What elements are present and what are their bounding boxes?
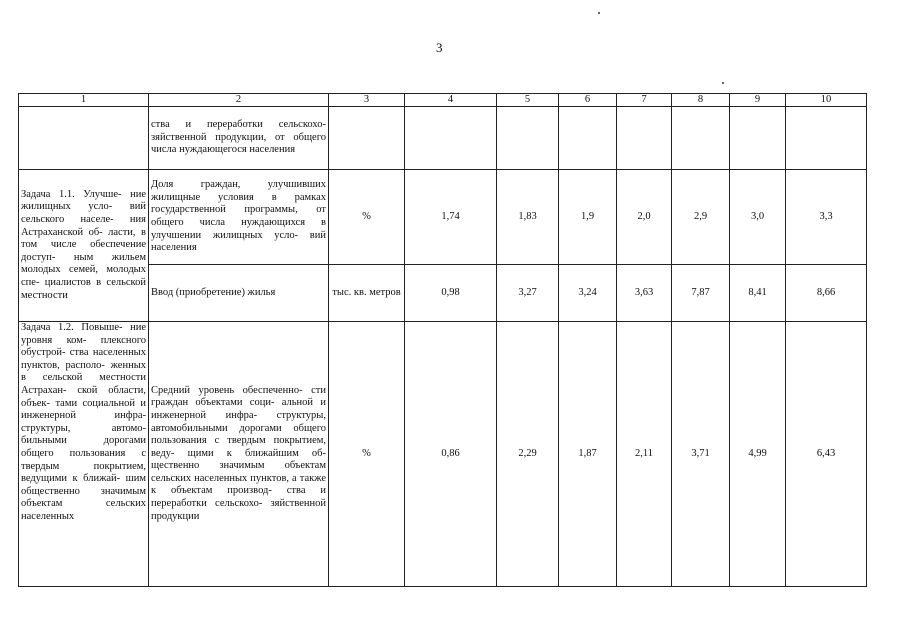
column-header: 8 [672, 94, 730, 107]
column-header-row [19, 94, 867, 107]
indicator-cell: ства и переработки сельскохо- зяйственной продукции, от общего числа нуждающегося населения [149, 107, 329, 170]
value-cell: 7,87 [672, 265, 730, 322]
scan-speck [722, 82, 724, 84]
table-row [19, 170, 867, 265]
value-cell [786, 107, 867, 170]
table-row [19, 322, 867, 587]
value-cell: 1,9 [559, 170, 617, 265]
value-cell [730, 107, 786, 170]
value-cell: 1,74 [405, 170, 497, 265]
value-cell: 3,63 [617, 265, 672, 322]
column-header: 1 [19, 94, 149, 107]
value-cell: 3,0 [730, 170, 786, 265]
indicator-cell: Средний уровень обеспеченно- сти граждан объектами соци- альной и инженерной инфра- структуры, автомобильными дорогами общего пользования с твердым покрытием, веду- щими к ближайшим об- щественно значимым объектам сельских населенных пунктов, а также к объектам производ- ства и переработки сельскохо- зяйственной продукции [149, 322, 329, 587]
indicator-cell: Доля граждан, улучшивших жилищные условия в рамках государственной программы, от общего числа нуждающихся в улучшении жилищных усло- вий населения [149, 170, 329, 265]
value-cell: 8,41 [730, 265, 786, 322]
unit-cell: % [329, 322, 405, 587]
column-header: 3 [329, 94, 405, 107]
column-header: 9 [730, 94, 786, 107]
column-header: 4 [405, 94, 497, 107]
value-cell [497, 107, 559, 170]
value-cell: 2,0 [617, 170, 672, 265]
scan-speck [598, 12, 600, 14]
value-cell: 0,98 [405, 265, 497, 322]
value-cell: 2,29 [497, 322, 559, 587]
task-cell: Задача 1.1. Улучше- ние жилищных усло- вий сельского населе- ния Астраханской об- ласти, в том числе обеспечение доступ- ным жильем молодых семей, молодых спе- циалистов в сельской местности [19, 170, 149, 322]
value-cell: 3,3 [786, 170, 867, 265]
value-cell: 3,71 [672, 322, 730, 587]
column-header: 10 [786, 94, 867, 107]
task-cell [19, 107, 149, 170]
table-row [19, 107, 867, 170]
unit-cell [329, 107, 405, 170]
value-cell: 1,87 [559, 322, 617, 587]
value-cell: 1,83 [497, 170, 559, 265]
page-number: 3 [436, 40, 443, 55]
unit-cell: тыс. кв. метров [329, 265, 405, 322]
unit-cell: % [329, 170, 405, 265]
column-header: 5 [497, 94, 559, 107]
value-cell: 0,86 [405, 322, 497, 587]
value-cell: 4,99 [730, 322, 786, 587]
indicator-cell: Ввод (приобретение) жилья [149, 265, 329, 322]
task-cell: Задача 1.2. Повыше- ние уровня ком- плексного обустрой- ства населенных пунктов, располо- женных в сельской местности Астрахан- ской области, объек- тами социальной и инженерной инфра- структуры, автомо- бильными дорогами общего пользования с твердым покрытием, ведущими к ближай- шим общественно значимым объектам сельских населенных [19, 322, 149, 587]
value-cell: 3,24 [559, 265, 617, 322]
value-cell [559, 107, 617, 170]
value-cell: 6,43 [786, 322, 867, 587]
value-cell: 2,9 [672, 170, 730, 265]
value-cell: 2,11 [617, 322, 672, 587]
indicators-table [18, 93, 867, 587]
column-header: 7 [617, 94, 672, 107]
value-cell: 8,66 [786, 265, 867, 322]
value-cell [617, 107, 672, 170]
column-header: 2 [149, 94, 329, 107]
value-cell [405, 107, 497, 170]
value-cell: 3,27 [497, 265, 559, 322]
column-header: 6 [559, 94, 617, 107]
value-cell [672, 107, 730, 170]
